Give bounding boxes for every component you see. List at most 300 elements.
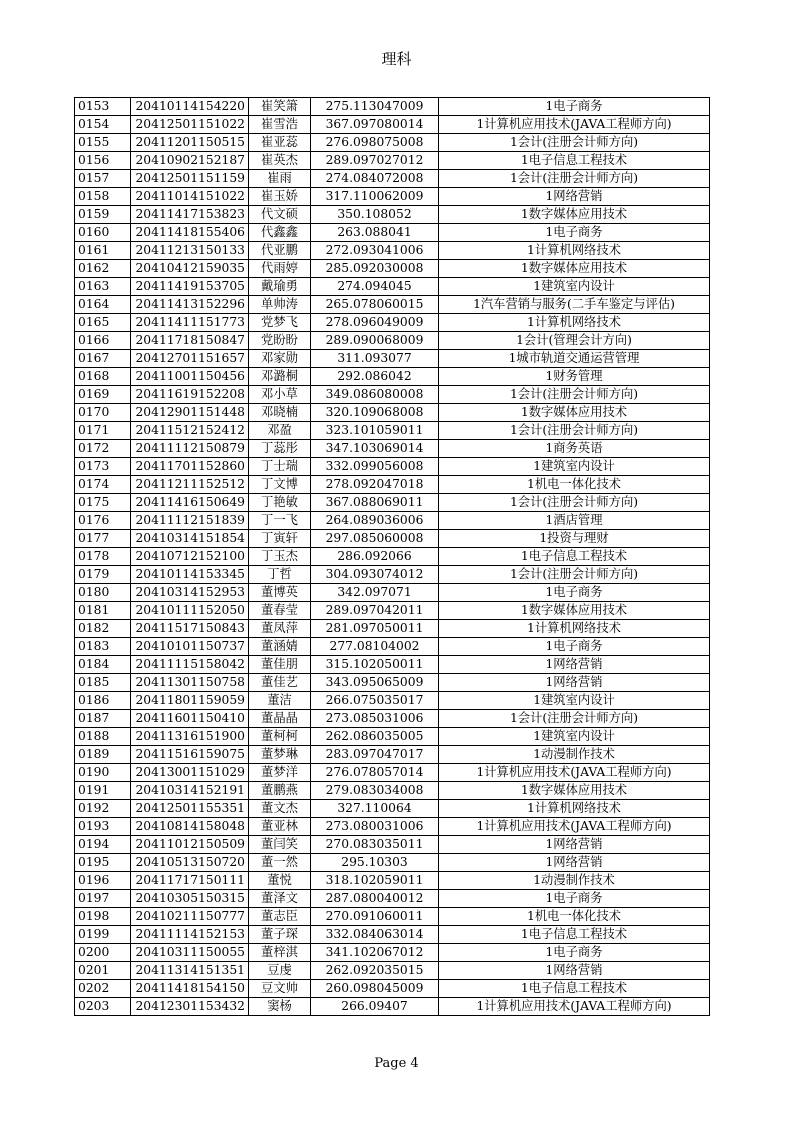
score-cell: 274.084072008: [311, 170, 439, 188]
score-cell: 263.088041: [311, 224, 439, 242]
table-row: [75, 332, 710, 350]
major-cell: 1机电一体化技术: [439, 476, 710, 494]
score-cell: 367.097080014: [311, 116, 439, 134]
exam-number-cell: 20412501151022: [131, 116, 249, 134]
major-cell: 1会计(注册会计师方向): [439, 422, 710, 440]
table-row: [75, 476, 710, 494]
table-row: [75, 152, 710, 170]
major-cell: 1动漫制作技术: [439, 746, 710, 764]
student-name-cell: 董亚林: [249, 818, 311, 836]
major-cell: 1电子信息工程技术: [439, 980, 710, 998]
student-name-cell: 窦杨: [249, 998, 311, 1016]
student-name-cell: 董子琛: [249, 926, 311, 944]
student-name-cell: 董文杰: [249, 800, 311, 818]
serial-number-cell: 0169: [75, 386, 131, 404]
serial-number-cell: 0201: [75, 962, 131, 980]
exam-number-cell: 20411619152208: [131, 386, 249, 404]
student-name-cell: 邓潞桐: [249, 368, 311, 386]
table-row: [75, 638, 710, 656]
score-cell: 343.095065009: [311, 674, 439, 692]
exam-number-cell: 20410211150777: [131, 908, 249, 926]
score-cell: 342.097071: [311, 584, 439, 602]
major-cell: 1网络营销: [439, 854, 710, 872]
major-cell: 1会计(注册会计师方向): [439, 386, 710, 404]
table-row: [75, 530, 710, 548]
major-cell: 1会计(注册会计师方向): [439, 134, 710, 152]
serial-number-cell: 0166: [75, 332, 131, 350]
table-row: [75, 728, 710, 746]
student-name-cell: 董鹏燕: [249, 782, 311, 800]
major-cell: 1电子信息工程技术: [439, 548, 710, 566]
exam-number-cell: 20411417153823: [131, 206, 249, 224]
student-name-cell: 董志臣: [249, 908, 311, 926]
serial-number-cell: 0184: [75, 656, 131, 674]
table-row: [75, 512, 710, 530]
major-cell: 1数字媒体应用技术: [439, 206, 710, 224]
table-row: [75, 368, 710, 386]
exam-number-cell: 20412501151159: [131, 170, 249, 188]
major-cell: 1计算机网络技术: [439, 314, 710, 332]
score-cell: 349.086080008: [311, 386, 439, 404]
major-cell: 1建筑室内设计: [439, 728, 710, 746]
major-cell: 1电子信息工程技术: [439, 152, 710, 170]
student-name-cell: 董晶晶: [249, 710, 311, 728]
major-cell: 1动漫制作技术: [439, 872, 710, 890]
major-cell: 1网络营销: [439, 656, 710, 674]
major-cell: 1数字媒体应用技术: [439, 782, 710, 800]
exam-number-cell: 20411801159059: [131, 692, 249, 710]
table-row: [75, 188, 710, 206]
student-name-cell: 董佳艺: [249, 674, 311, 692]
table-row: [75, 386, 710, 404]
student-name-cell: 董梦洋: [249, 764, 311, 782]
student-name-cell: 董一然: [249, 854, 311, 872]
student-name-cell: 代雨婷: [249, 260, 311, 278]
table-row: [75, 548, 710, 566]
major-cell: 1计算机网络技术: [439, 620, 710, 638]
major-cell: 1网络营销: [439, 674, 710, 692]
exam-number-cell: 20411411151773: [131, 314, 249, 332]
score-cell: 278.092047018: [311, 476, 439, 494]
student-name-cell: 董洁: [249, 692, 311, 710]
page-header-title: 理科: [381, 50, 412, 68]
serial-number-cell: 0183: [75, 638, 131, 656]
serial-number-cell: 0173: [75, 458, 131, 476]
score-cell: 311.093077: [311, 350, 439, 368]
score-cell: 318.102059011: [311, 872, 439, 890]
exam-number-cell: 20412301153432: [131, 998, 249, 1016]
table-row: [75, 800, 710, 818]
score-cell: 276.078057014: [311, 764, 439, 782]
student-name-cell: 崔亚蕊: [249, 134, 311, 152]
exam-number-cell: 20411418154150: [131, 980, 249, 998]
serial-number-cell: 0171: [75, 422, 131, 440]
exam-number-cell: 20412901151448: [131, 404, 249, 422]
serial-number-cell: 0187: [75, 710, 131, 728]
exam-number-cell: 20411718150847: [131, 332, 249, 350]
exam-number-cell: 20410814158048: [131, 818, 249, 836]
score-cell: 278.096049009: [311, 314, 439, 332]
serial-number-cell: 0170: [75, 404, 131, 422]
table-row: [75, 908, 710, 926]
exam-number-cell: 20411112150879: [131, 440, 249, 458]
score-cell: 320.109068008: [311, 404, 439, 422]
exam-number-cell: 20411211152512: [131, 476, 249, 494]
score-cell: 262.092035015: [311, 962, 439, 980]
table-row: [75, 224, 710, 242]
exam-number-cell: 20410513150720: [131, 854, 249, 872]
score-cell: 270.083035011: [311, 836, 439, 854]
serial-number-cell: 0185: [75, 674, 131, 692]
score-cell: 279.083034008: [311, 782, 439, 800]
student-name-cell: 单帅涛: [249, 296, 311, 314]
student-name-cell: 丁一飞: [249, 512, 311, 530]
student-name-cell: 董涵婧: [249, 638, 311, 656]
major-cell: 1建筑室内设计: [439, 278, 710, 296]
major-cell: 1电子商务: [439, 944, 710, 962]
serial-number-cell: 0163: [75, 278, 131, 296]
table-row: [75, 206, 710, 224]
serial-number-cell: 0179: [75, 566, 131, 584]
student-name-cell: 邓小草: [249, 386, 311, 404]
exam-number-cell: 20411213150133: [131, 242, 249, 260]
table-row: [75, 620, 710, 638]
major-cell: 1计算机网络技术: [439, 800, 710, 818]
student-name-cell: 董凤萍: [249, 620, 311, 638]
table-row: [75, 656, 710, 674]
records-table-body: [75, 98, 710, 1016]
score-cell: 332.084063014: [311, 926, 439, 944]
major-cell: 1城市轨道交通运营管理: [439, 350, 710, 368]
major-cell: 1商务英语: [439, 440, 710, 458]
table-row: [75, 602, 710, 620]
score-cell: 350.108052: [311, 206, 439, 224]
table-row: [75, 458, 710, 476]
serial-number-cell: 0156: [75, 152, 131, 170]
serial-number-cell: 0164: [75, 296, 131, 314]
table-row: [75, 962, 710, 980]
serial-number-cell: 0200: [75, 944, 131, 962]
exam-number-cell: 20410314151854: [131, 530, 249, 548]
major-cell: 1电子商务: [439, 638, 710, 656]
score-cell: 272.093041006: [311, 242, 439, 260]
exam-number-cell: 20410111152050: [131, 602, 249, 620]
table-row: [75, 350, 710, 368]
table-row: [75, 692, 710, 710]
serial-number-cell: 0194: [75, 836, 131, 854]
serial-number-cell: 0178: [75, 548, 131, 566]
table-row: [75, 494, 710, 512]
serial-number-cell: 0162: [75, 260, 131, 278]
score-cell: 266.09407: [311, 998, 439, 1016]
student-name-cell: 董泽文: [249, 890, 311, 908]
table-row: [75, 818, 710, 836]
table-row: [75, 944, 710, 962]
score-cell: 281.097050011: [311, 620, 439, 638]
score-cell: 317.110062009: [311, 188, 439, 206]
table-row: [75, 890, 710, 908]
serial-number-cell: 0203: [75, 998, 131, 1016]
student-name-cell: 豆虔: [249, 962, 311, 980]
exam-number-cell: 20411014151022: [131, 188, 249, 206]
student-name-cell: 丁艳敏: [249, 494, 311, 512]
serial-number-cell: 0192: [75, 800, 131, 818]
score-cell: 264.089036006: [311, 512, 439, 530]
major-cell: 1网络营销: [439, 836, 710, 854]
serial-number-cell: 0175: [75, 494, 131, 512]
table-row: [75, 404, 710, 422]
major-cell: 1计算机网络技术: [439, 242, 710, 260]
serial-number-cell: 0202: [75, 980, 131, 998]
serial-number-cell: 0177: [75, 530, 131, 548]
table-row: [75, 998, 710, 1016]
serial-number-cell: 0198: [75, 908, 131, 926]
score-cell: 283.097047017: [311, 746, 439, 764]
table-row: [75, 872, 710, 890]
major-cell: 1电子商务: [439, 98, 710, 116]
major-cell: 1网络营销: [439, 962, 710, 980]
score-cell: 260.098045009: [311, 980, 439, 998]
score-cell: 315.102050011: [311, 656, 439, 674]
major-cell: 1数字媒体应用技术: [439, 260, 710, 278]
major-cell: 1电子信息工程技术: [439, 926, 710, 944]
major-cell: 1网络营销: [439, 188, 710, 206]
student-name-cell: 丁文博: [249, 476, 311, 494]
serial-number-cell: 0160: [75, 224, 131, 242]
student-name-cell: 崔英杰: [249, 152, 311, 170]
records-table: [74, 97, 710, 1016]
student-name-cell: 代鑫鑫: [249, 224, 311, 242]
score-cell: 277.08104002: [311, 638, 439, 656]
score-cell: 323.101059011: [311, 422, 439, 440]
major-cell: 1计算机应用技术(JAVA工程师方向): [439, 998, 710, 1016]
table-row: [75, 782, 710, 800]
score-cell: 295.10303: [311, 854, 439, 872]
student-name-cell: 董柯柯: [249, 728, 311, 746]
table-row: [75, 314, 710, 332]
score-cell: 292.086042: [311, 368, 439, 386]
score-cell: 274.094045: [311, 278, 439, 296]
major-cell: 1数字媒体应用技术: [439, 404, 710, 422]
student-name-cell: 代文硕: [249, 206, 311, 224]
score-cell: 347.103069014: [311, 440, 439, 458]
serial-number-cell: 0196: [75, 872, 131, 890]
exam-number-cell: 20411419153705: [131, 278, 249, 296]
serial-number-cell: 0182: [75, 620, 131, 638]
serial-number-cell: 0188: [75, 728, 131, 746]
student-name-cell: 董佳朋: [249, 656, 311, 674]
score-cell: 341.102067012: [311, 944, 439, 962]
table-row: [75, 242, 710, 260]
score-cell: 275.113047009: [311, 98, 439, 116]
student-name-cell: 崔雪浩: [249, 116, 311, 134]
major-cell: 1会计(管理会计方向): [439, 332, 710, 350]
serial-number-cell: 0158: [75, 188, 131, 206]
exam-number-cell: 20411512152412: [131, 422, 249, 440]
table-row: [75, 278, 710, 296]
exam-number-cell: 20411717150111: [131, 872, 249, 890]
student-name-cell: 党盼盼: [249, 332, 311, 350]
exam-number-cell: 20411701152860: [131, 458, 249, 476]
exam-number-cell: 20410314152953: [131, 584, 249, 602]
student-name-cell: 董悦: [249, 872, 311, 890]
serial-number-cell: 0154: [75, 116, 131, 134]
serial-number-cell: 0157: [75, 170, 131, 188]
major-cell: 1会计(注册会计师方向): [439, 710, 710, 728]
table-row: [75, 116, 710, 134]
exam-number-cell: 20411001150456: [131, 368, 249, 386]
student-name-cell: 丁蕊彤: [249, 440, 311, 458]
student-name-cell: 邓盈: [249, 422, 311, 440]
score-cell: 289.097027012: [311, 152, 439, 170]
exam-number-cell: 20411301150758: [131, 674, 249, 692]
serial-number-cell: 0168: [75, 368, 131, 386]
exam-number-cell: 20411416150649: [131, 494, 249, 512]
major-cell: 1财务管理: [439, 368, 710, 386]
exam-number-cell: 20412701151657: [131, 350, 249, 368]
exam-number-cell: 20413001151029: [131, 764, 249, 782]
score-cell: 327.110064: [311, 800, 439, 818]
student-name-cell: 董博英: [249, 584, 311, 602]
major-cell: 1会计(注册会计师方向): [439, 494, 710, 512]
exam-number-cell: 20410311150055: [131, 944, 249, 962]
major-cell: 1计算机应用技术(JAVA工程师方向): [439, 818, 710, 836]
score-cell: 289.097042011: [311, 602, 439, 620]
student-name-cell: 董闫笑: [249, 836, 311, 854]
table-row: [75, 836, 710, 854]
exam-number-cell: 20411115158042: [131, 656, 249, 674]
major-cell: 1汽车营销与服务(二手车鉴定与评估): [439, 296, 710, 314]
table-row: [75, 764, 710, 782]
student-name-cell: 党梦飞: [249, 314, 311, 332]
table-row: [75, 422, 710, 440]
major-cell: 1电子商务: [439, 584, 710, 602]
student-name-cell: 崔笑箫: [249, 98, 311, 116]
score-cell: 286.092066: [311, 548, 439, 566]
serial-number-cell: 0190: [75, 764, 131, 782]
student-name-cell: 董春莹: [249, 602, 311, 620]
exam-number-cell: 20411418155406: [131, 224, 249, 242]
table-row: [75, 674, 710, 692]
serial-number-cell: 0189: [75, 746, 131, 764]
exam-number-cell: 20410101150737: [131, 638, 249, 656]
serial-number-cell: 0153: [75, 98, 131, 116]
serial-number-cell: 0181: [75, 602, 131, 620]
serial-number-cell: 0193: [75, 818, 131, 836]
exam-number-cell: 20411012150509: [131, 836, 249, 854]
student-name-cell: 丁寅轩: [249, 530, 311, 548]
table-row: [75, 584, 710, 602]
exam-number-cell: 20410114154220: [131, 98, 249, 116]
exam-number-cell: 20411516159075: [131, 746, 249, 764]
major-cell: 1计算机应用技术(JAVA工程师方向): [439, 116, 710, 134]
exam-number-cell: 20411201150515: [131, 134, 249, 152]
table-row: [75, 170, 710, 188]
exam-number-cell: 20410305150315: [131, 890, 249, 908]
score-cell: 287.080040012: [311, 890, 439, 908]
student-name-cell: 崔雨: [249, 170, 311, 188]
serial-number-cell: 0174: [75, 476, 131, 494]
exam-number-cell: 20411112151839: [131, 512, 249, 530]
exam-number-cell: 20411601150410: [131, 710, 249, 728]
student-name-cell: 戴瑜勇: [249, 278, 311, 296]
score-cell: 367.088069011: [311, 494, 439, 512]
student-name-cell: 董梓淇: [249, 944, 311, 962]
major-cell: 1机电一体化技术: [439, 908, 710, 926]
score-cell: 266.075035017: [311, 692, 439, 710]
major-cell: 1会计(注册会计师方向): [439, 170, 710, 188]
serial-number-cell: 0186: [75, 692, 131, 710]
serial-number-cell: 0165: [75, 314, 131, 332]
score-cell: 276.098075008: [311, 134, 439, 152]
exam-number-cell: 20411114152153: [131, 926, 249, 944]
exam-number-cell: 20410314152191: [131, 782, 249, 800]
student-name-cell: 代亚鹏: [249, 242, 311, 260]
student-name-cell: 邓晓楠: [249, 404, 311, 422]
student-name-cell: 丁哲: [249, 566, 311, 584]
score-cell: 270.091060011: [311, 908, 439, 926]
score-cell: 285.092030008: [311, 260, 439, 278]
score-cell: 289.090068009: [311, 332, 439, 350]
major-cell: 1电子商务: [439, 224, 710, 242]
score-cell: 332.099056008: [311, 458, 439, 476]
table-row: [75, 296, 710, 314]
serial-number-cell: 0180: [75, 584, 131, 602]
student-name-cell: 崔玉娇: [249, 188, 311, 206]
serial-number-cell: 0199: [75, 926, 131, 944]
exam-number-cell: 20411316151900: [131, 728, 249, 746]
major-cell: 1数字媒体应用技术: [439, 602, 710, 620]
serial-number-cell: 0161: [75, 242, 131, 260]
student-name-cell: 丁玉杰: [249, 548, 311, 566]
table-row: [75, 566, 710, 584]
table-row: [75, 710, 710, 728]
serial-number-cell: 0195: [75, 854, 131, 872]
serial-number-cell: 0159: [75, 206, 131, 224]
exam-number-cell: 20410712152100: [131, 548, 249, 566]
score-cell: 297.085060008: [311, 530, 439, 548]
score-cell: 273.085031006: [311, 710, 439, 728]
major-cell: 1建筑室内设计: [439, 692, 710, 710]
major-cell: 1酒店管理: [439, 512, 710, 530]
serial-number-cell: 0176: [75, 512, 131, 530]
table-row: [75, 134, 710, 152]
table-row: [75, 746, 710, 764]
table-row: [75, 980, 710, 998]
student-name-cell: 董梦琳: [249, 746, 311, 764]
score-cell: 265.078060015: [311, 296, 439, 314]
exam-number-cell: 20410902152187: [131, 152, 249, 170]
table-row: [75, 854, 710, 872]
table-row: [75, 440, 710, 458]
exam-number-cell: 20410412159035: [131, 260, 249, 278]
table-row: [75, 260, 710, 278]
student-name-cell: 丁士瑞: [249, 458, 311, 476]
serial-number-cell: 0197: [75, 890, 131, 908]
exam-number-cell: 20411413152296: [131, 296, 249, 314]
serial-number-cell: 0172: [75, 440, 131, 458]
page-footer-number: Page 4: [374, 1056, 419, 1071]
serial-number-cell: 0191: [75, 782, 131, 800]
exam-number-cell: 20411517150843: [131, 620, 249, 638]
major-cell: 1投资与理财: [439, 530, 710, 548]
major-cell: 1会计(注册会计师方向): [439, 566, 710, 584]
exam-number-cell: 20410114153345: [131, 566, 249, 584]
student-name-cell: 豆文帅: [249, 980, 311, 998]
score-cell: 273.080031006: [311, 818, 439, 836]
table-row: [75, 926, 710, 944]
student-name-cell: 邓家勋: [249, 350, 311, 368]
